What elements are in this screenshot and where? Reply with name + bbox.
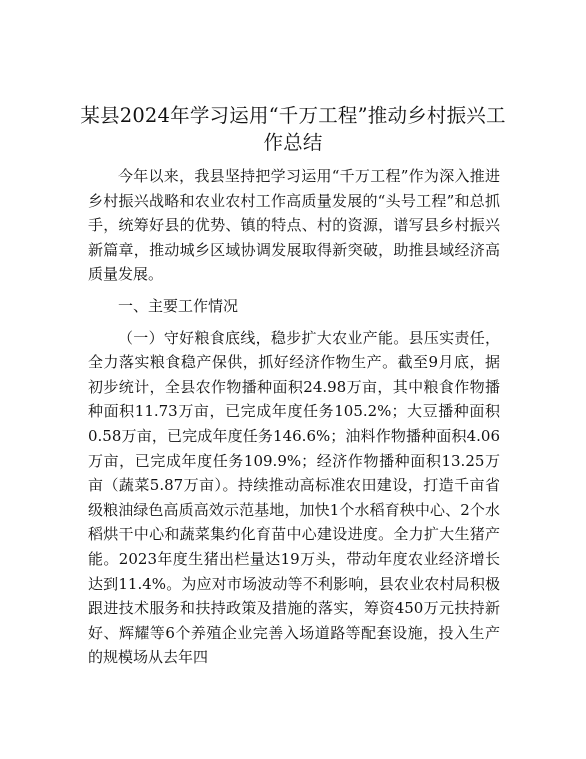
grain-production-paragraph: （一）守好粮食底线，稳步扩大农业产能。县压实责任，全力落实粮食稳产保供，抓好经济作物生产。截至9月底，据初步统计，全县农作物播种面积24.98万亩，其中粮食作物播种面积11.73万亩，已完成年度任务105.2%；大豆播种面积0.58万亩，已完成年度任务146.6%；油料作物播种面积4.06万亩，已完成年度任务109.9%；经济作物播种面积13.25万亩（蔬菜5.87万亩）。持续推动高标准农田建设，打造千亩省级粮油绿色高质高效示范基地，加快1个水稻育秧中心、2个水稻烘干中心和蔬菜集约化育苗中心建设进度。全力扩大生猪产能。2023年度生猪出栏量达19万头，带动年度农业经济增长达到11.4%。为应对市场波动等不利影响，县农业农村局积极跟进技术服务和扶持政策及措施的落实，筹资450万元扶持新好、辉耀等6个养殖企业完善入场道路等配套设施，投入生产的规模场从去年四	[88, 328, 500, 667]
document-title: 某县2024年学习运用“千万工程”推动乡村振兴工作总结	[80, 104, 506, 154]
section-heading-main-work: 一、主要工作情况	[118, 296, 239, 315]
intro-paragraph: 今年以来，我县坚持把学习运用“千万工程”作为深入推进乡村振兴战略和农业农村工作高质量发展的“头号工程”和总抓手，统筹好县的优势、镇的特点、村的资源，谱写县乡村振兴新篇章，推动城乡区域协调发展取得新突破，助推县域经济高质量发展。	[88, 167, 500, 284]
document-body	[88, 164, 500, 670]
